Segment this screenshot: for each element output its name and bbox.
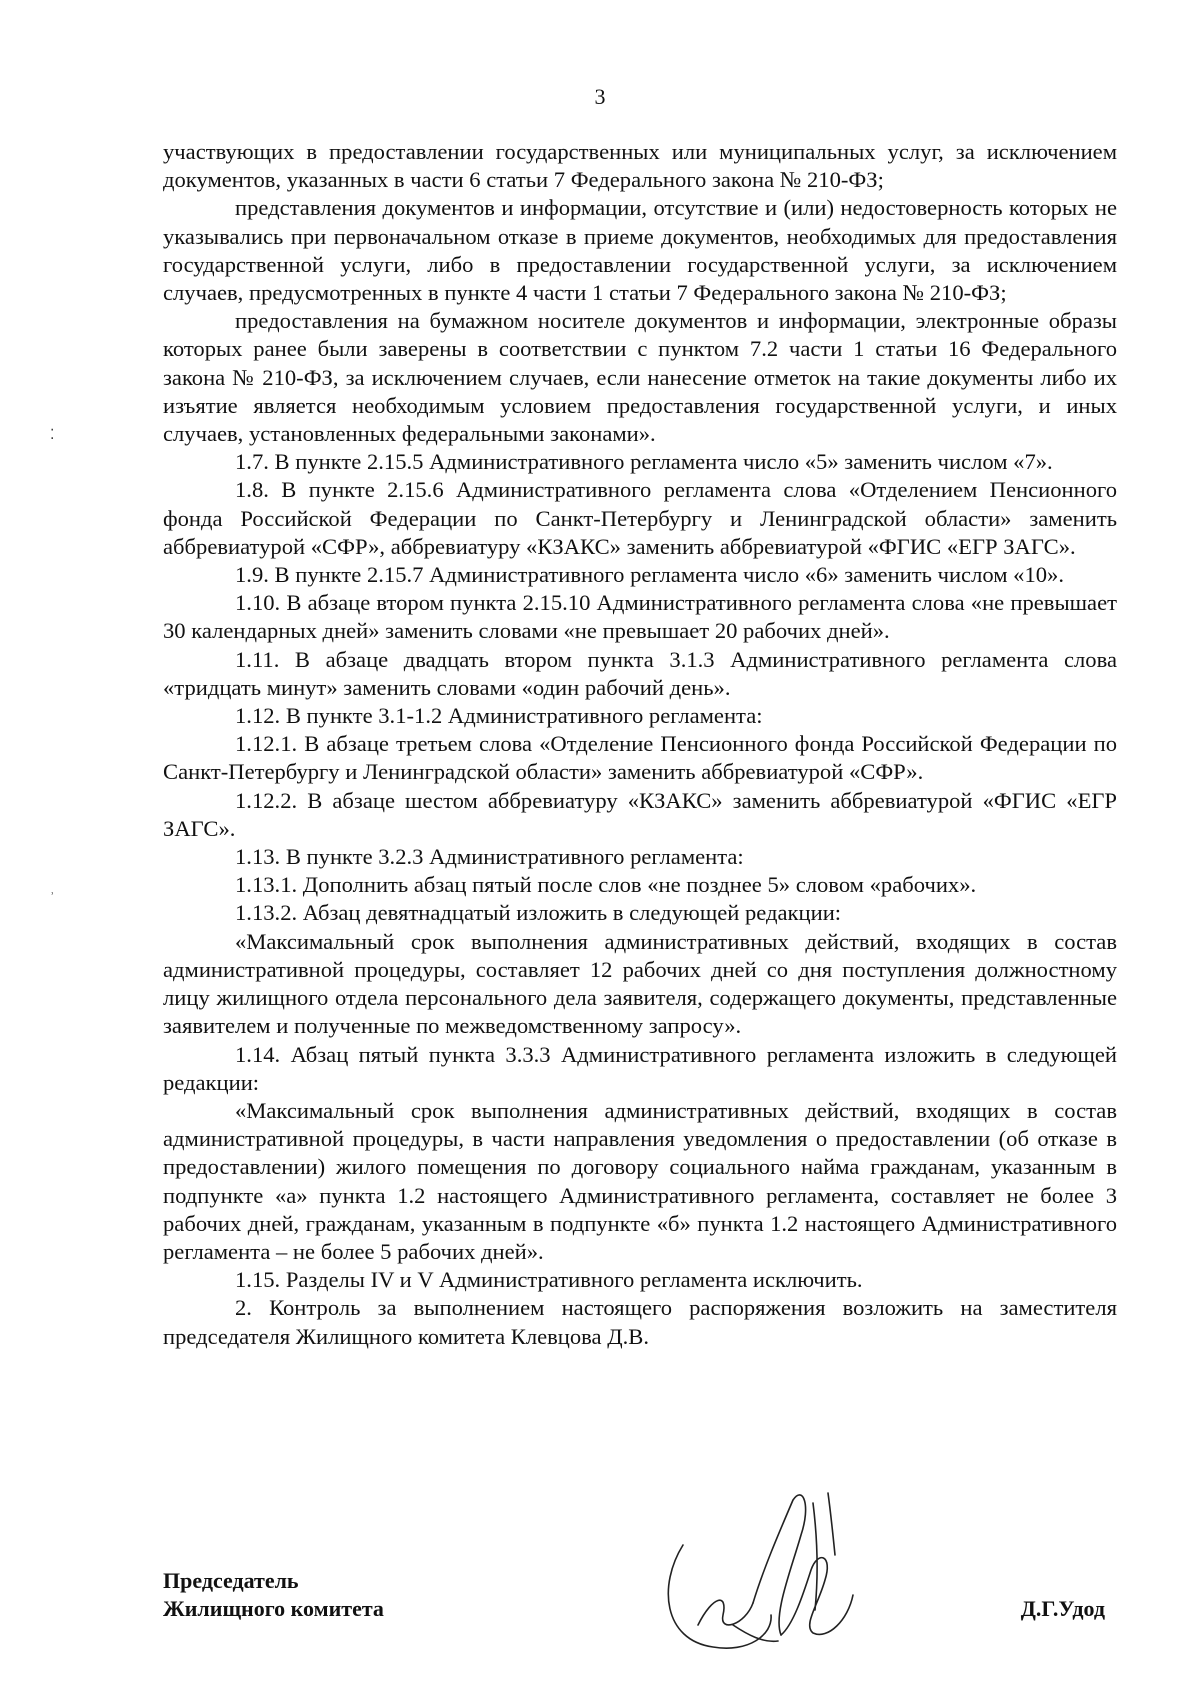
paragraph: 1.15. Разделы IV и V Административного регламента исключить.	[235, 1267, 863, 1293]
handwritten-signature	[653, 1475, 883, 1665]
paragraph: 1.13. В пункте 3.2.3 Административного регламента:	[235, 844, 744, 870]
paragraph: 1.9. В пункте 2.15.7 Административного регламента число «6» заменить числом «10».	[235, 562, 1064, 588]
signer-title-line: Жилищного комитета	[163, 1596, 384, 1621]
paragraph: представления документов и информации, отсутствие и (или) недостоверность которых не указывались при первоначальном отказе в приеме документов, необходимых для предоставления государственной услуги, либо в предоставлении государственной услуги, за исключением случаев, предусмотренных в пункте 4 части 1 статьи 7 Федерального закона № 210-ФЗ;	[163, 195, 1117, 306]
paragraph: 2. Контроль за выполнением настоящего распоряжения возложить на заместителя председателя Жилищного комитета Клевцова Д.В.	[163, 1295, 1117, 1349]
paragraph: 1.12.1. В абзаце третьем слова «Отделение Пенсионного фонда Российской Федерации по Санкт-Петербургу и Ленинградской области» заменить аббревиатурой «СФР».	[163, 731, 1117, 785]
paragraph: 1.13.1. Дополнить абзац пятый после слов «не позднее 5» словом «рабочих».	[235, 872, 977, 898]
paragraph: 1.7. В пункте 2.15.5 Административного регламента число «5» заменить числом «7».	[235, 449, 1053, 475]
paragraph: 1.10. В абзаце втором пункта 2.15.10 Административного регламента слова «не превышает 30 календарных дней» заменить словами «не превышает 20 рабочих дней».	[163, 590, 1117, 644]
paragraph: 1.13.2. Абзац девятнадцатый изложить в следующей редакции:	[235, 900, 842, 926]
paragraph: 1.8. В пункте 2.15.6 Административного регламента слова «Отделением Пенсионного фонда Российской Федерации по Санкт-Петербургу и Ленинградской области» заменить аббревиатурой «СФР», аббревиатуру «КЗАКС» заменить аббревиатурой «ФГИС «ЕГР ЗАГС».	[163, 477, 1117, 559]
paragraph: «Максимальный срок выполнения административных действий, входящих в состав административной процедуры, составляет 12 рабочих дней со дня поступления должностному лицу жилищного отдела персонального дела заявителя, содержащего документы, представленные заявителем и полученные по межведомственному запросу».	[163, 928, 1117, 1039]
signer-title-line: Председатель	[163, 1568, 299, 1593]
document-body	[163, 138, 1117, 1351]
page-number: 3	[594, 84, 606, 109]
paragraph: 1.14. Абзац пятый пункта 3.3.3 Административного регламента изложить в следующей редакции:	[163, 1041, 1117, 1095]
paragraph: 1.11. В абзаце двадцать втором пункта 3.1.3 Административного регламента слова «тридцать минут» заменить словами «один рабочий день».	[163, 646, 1117, 700]
signature-block	[163, 1567, 1117, 1637]
signer-name: Д.Г.Удод	[1020, 1596, 1105, 1621]
paragraph: участвующих в предоставлении государственных или муниципальных услуг, за исключением документов, указанных в части 6 статьи 7 Федерального закона № 210-ФЗ;	[163, 139, 1117, 193]
scan-mark: ⁚	[50, 428, 55, 443]
paragraph: 1.12. В пункте 3.1-1.2 Административного регламента:	[235, 703, 763, 729]
paragraph: «Максимальный срок выполнения административных действий, входящих в состав административной процедуры, в части направления уведомления о предоставлении (об отказе в предоставлении) жилого помещения по договору социального найма гражданам, указанным в подпункте «а» пункта 1.2 настоящего Административного регламента, составляет не более 3 рабочих дней, гражданам, указанным в подпункте «б» пункта 1.2 настоящего Административного регламента – не более 5 рабочих дней».	[163, 1097, 1117, 1264]
scan-mark: ˒	[50, 884, 55, 899]
paragraph: 1.12.2. В абзаце шестом аббревиатуру «КЗАКС» заменить аббревиатурой «ФГИС «ЕГР ЗАГС».	[163, 787, 1117, 841]
signer-title	[163, 1567, 384, 1623]
paragraph: предоставления на бумажном носителе документов и информации, электронные образы которых ранее были заверены в соответствии с пунктом 7.2 части 1 статьи 16 Федерального закона № 210-ФЗ, за исключением случаев, если нанесение отметок на такие документы либо их изъятие является необходимым условием предоставления государственной услуги, и иных случаев, установленных федеральными законами».	[163, 308, 1117, 447]
